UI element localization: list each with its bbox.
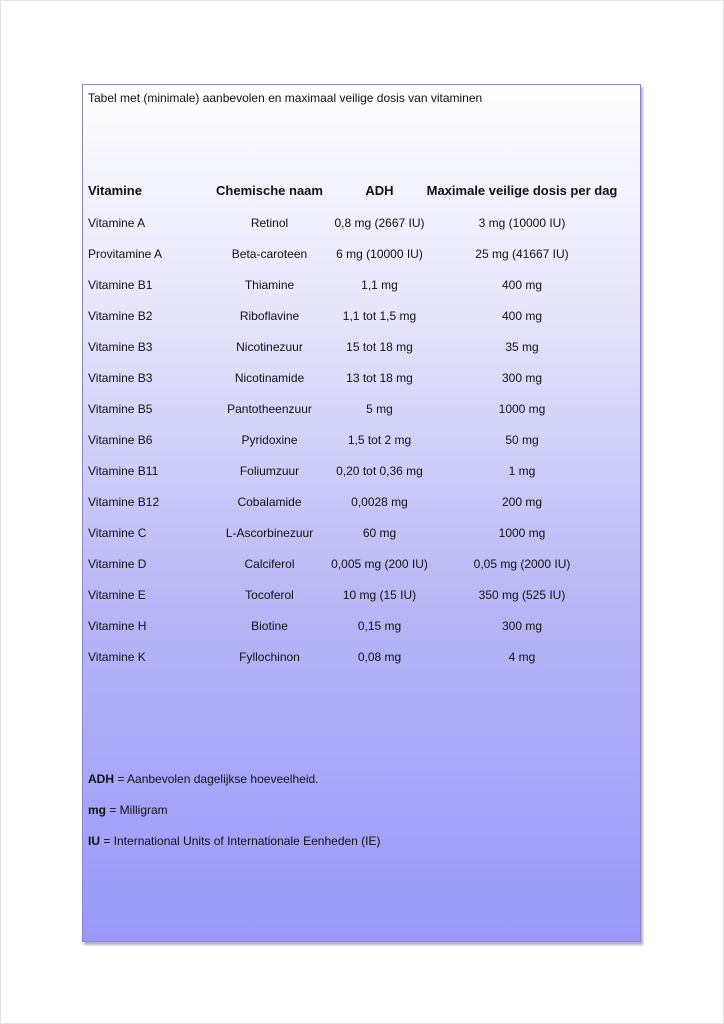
cell-chemische-naam: Cobalamide [237, 495, 302, 509]
cell-adh: 15 tot 18 mg [346, 340, 413, 354]
cell-adh: 0,15 mg [357, 619, 402, 633]
table-row [83, 338, 640, 356]
table-row [83, 245, 640, 263]
legend-definition: = Milligram [106, 803, 168, 817]
table-row [83, 462, 640, 480]
cell-max-dosis: 300 mg [501, 371, 543, 385]
cell-vitamine: Vitamine E [88, 588, 146, 602]
header-chemische-naam: Chemische naam [216, 183, 323, 198]
cell-chemische-naam: Nicotinamide [234, 371, 305, 385]
cell-max-dosis: 3 mg (10000 IU) [478, 216, 566, 230]
cell-max-dosis: 0,05 mg (2000 IU) [473, 557, 571, 571]
cell-max-dosis: 350 mg (525 IU) [478, 588, 566, 602]
cell-adh: 0,8 mg (2667 IU) [334, 216, 425, 230]
cell-chemische-naam: Riboflavine [239, 309, 300, 323]
table-row [83, 493, 640, 511]
cell-adh: 0,20 tot 0,36 mg [336, 464, 423, 478]
cell-chemische-naam: Retinol [250, 216, 289, 230]
cell-max-dosis: 300 mg [501, 619, 543, 633]
cell-chemische-naam: L-Ascorbinezuur [225, 526, 314, 540]
cell-max-dosis: 25 mg (41667 IU) [475, 247, 569, 261]
header-vitamine: Vitamine [88, 183, 142, 198]
cell-chemische-naam: Pantotheenzuur [227, 402, 312, 416]
cell-vitamine: Vitamine B2 [88, 309, 153, 323]
cell-vitamine: Vitamine B1 [88, 278, 153, 292]
table-row [83, 307, 640, 325]
cell-vitamine: Vitamine B11 [88, 464, 159, 478]
vitamin-table-panel [82, 84, 641, 942]
cell-vitamine: Vitamine B6 [88, 433, 153, 447]
cell-max-dosis: 35 mg [505, 340, 539, 354]
cell-max-dosis: 200 mg [501, 495, 543, 509]
document-title: Tabel met (minimale) aanbevolen en maximaal veilige dosis van vitaminen [88, 91, 483, 105]
header-adh: ADH [365, 183, 394, 198]
cell-chemische-naam: Foliumzuur [239, 464, 300, 478]
cell-max-dosis: 4 mg [508, 650, 536, 664]
legend-item-iu [88, 833, 381, 849]
cell-chemische-naam: Thiamine [244, 278, 295, 292]
cell-adh: 0,005 mg (200 IU) [331, 557, 428, 571]
legend-term: IU [88, 834, 100, 848]
cell-chemische-naam: Biotine [251, 619, 288, 633]
cell-max-dosis: 1000 mg [498, 402, 546, 416]
cell-adh: 60 mg [362, 526, 397, 540]
legend-term: mg [88, 803, 106, 817]
cell-adh: 10 mg (15 IU) [342, 588, 417, 602]
cell-adh: 13 tot 18 mg [346, 371, 413, 385]
table-row [83, 214, 640, 232]
cell-max-dosis: 50 mg [505, 433, 539, 447]
legend-term: ADH [88, 772, 114, 786]
table-row [83, 586, 640, 604]
cell-vitamine: Vitamine A [88, 216, 146, 230]
cell-vitamine: Provitamine A [88, 247, 163, 261]
cell-vitamine: Vitamine D [88, 557, 147, 571]
table-row [83, 431, 640, 449]
cell-adh: 5 mg [366, 402, 393, 416]
legend-item-adh [88, 771, 319, 787]
table-row [83, 555, 640, 573]
cell-max-dosis: 400 mg [501, 309, 543, 323]
cell-chemische-naam: Pyridoxine [241, 433, 298, 447]
cell-max-dosis: 1000 mg [498, 526, 546, 540]
cell-adh: 1,5 tot 2 mg [347, 433, 412, 447]
cell-adh: 0,08 mg [357, 650, 402, 664]
legend-definition: = Aanbevolen dagelijkse hoeveelheid. [114, 772, 319, 786]
cell-chemische-naam: Tocoferol [245, 588, 294, 602]
cell-vitamine: Vitamine C [88, 526, 147, 540]
table-row [83, 648, 640, 666]
cell-max-dosis: 400 mg [501, 278, 543, 292]
cell-vitamine: Vitamine B12 [88, 495, 160, 509]
table-row [83, 617, 640, 635]
cell-adh: 1,1 mg [361, 278, 398, 292]
cell-chemische-naam: Beta-caroteen [231, 247, 308, 261]
cell-vitamine: Vitamine B3 [88, 340, 153, 354]
cell-adh: 0,0028 mg [351, 495, 408, 509]
table-row [83, 400, 640, 418]
table-row [83, 369, 640, 387]
table-row [83, 524, 640, 542]
cell-max-dosis: 1 mg [508, 464, 536, 478]
cell-vitamine: Vitamine B5 [88, 402, 153, 416]
cell-vitamine: Vitamine H [88, 619, 147, 633]
table-row [83, 276, 640, 294]
cell-vitamine: Vitamine B3 [88, 371, 153, 385]
legend-item-mg [88, 802, 168, 818]
header-max-dosis: Maximale veilige dosis per dag [426, 183, 618, 198]
cell-adh: 6 mg (10000 IU) [336, 247, 423, 261]
cell-vitamine: Vitamine K [88, 650, 146, 664]
legend-definition: = International Units of Internationale Eenheden (IE) [100, 834, 381, 848]
cell-chemische-naam: Fyllochinon [239, 650, 300, 664]
cell-chemische-naam: Nicotinezuur [236, 340, 303, 354]
cell-adh: 1,1 tot 1,5 mg [342, 309, 417, 323]
table-header-row [83, 182, 640, 200]
cell-chemische-naam: Calciferol [244, 557, 295, 571]
